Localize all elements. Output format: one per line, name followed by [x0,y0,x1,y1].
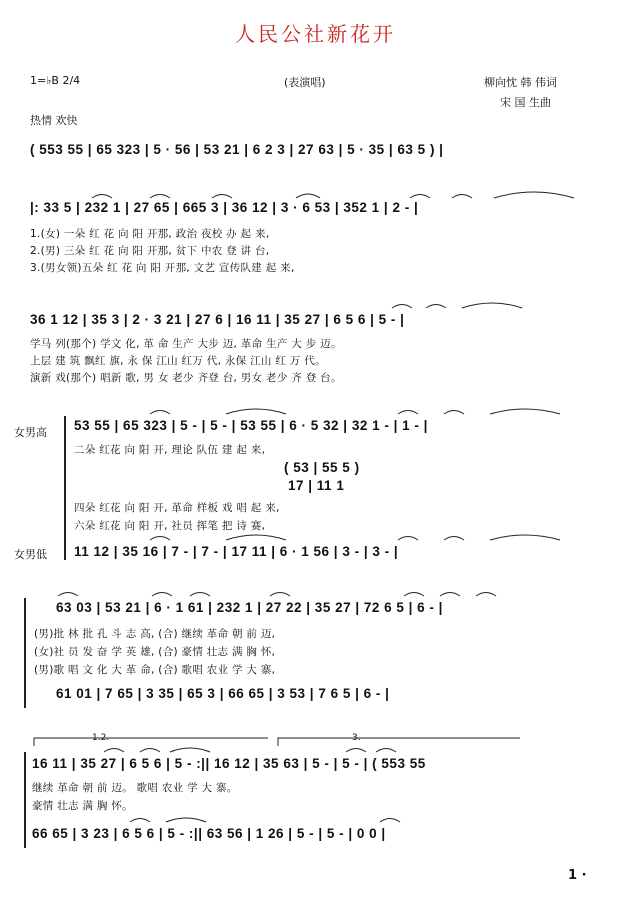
tempo-marking: 热情 欢快 [30,114,78,127]
slur [166,818,206,822]
slur [270,593,290,597]
slur [152,593,172,597]
slur [226,535,286,540]
performance-style: (表演唱) [284,76,326,89]
section1-lyric-3: 3.(男女领)五朵 红 花 向 阳 开那, 文艺 宣传队建 起 来, [30,262,295,274]
section3-mid-notes-2: 17 | 11 1 [288,478,345,493]
slur [170,748,210,752]
key-signature: 1=♭B 2/4 [30,74,81,87]
slur [398,411,418,415]
section3-lyric-a: 二朵 红花 向 阳 开, 理论 队伍 建 起 来, [74,444,266,456]
composer-credit: 宋 国 生曲 [500,96,551,109]
section3-lyric-b: 四朵 红花 向 阳 开, 革命 样板 戏 唱 起 来, [74,502,280,514]
section3-mid-notes-1: ( 53 | 55 5 ) [284,460,360,475]
slur [444,411,464,415]
section3-lyric-c: 六朵 红花 向 阳 开, 社员 挥笔 把 诗 赛, [74,520,266,532]
section5-notes-low: 66 65 | 3 23 | 6 5 6 | 5 - :|| 63 56 | 1 26 | 5 - | 5 - | 0 0 | [32,826,386,841]
section2-lyric-1: 学马 列(那个) 学文 化, 革 命 生产 大步 迈, 革命 生产 大 步 迈。 [30,338,342,350]
slur [130,819,150,823]
slur [150,537,170,541]
section4-notes-high: 63 03 | 53 21 | 6 · 1 61 | 232 1 | 27 22 | 35 27 | 72 6 5 | 6 - | [56,600,443,615]
slur [296,194,320,198]
slur [490,409,560,414]
slur [490,535,560,540]
volta-1-2: 1.2. [92,733,110,743]
slur [494,192,574,198]
slur [150,411,170,415]
section5-notes-high: 16 11 | 35 27 | 6 5 6 | 5 - :|| 16 12 | 35 63 | 5 - | 5 - | ( 553 55 [32,756,426,771]
slur [376,749,396,753]
section1-notes: |: 33 5 | 232 1 | 27 65 | 665 3 | 36 12 | 3 · 6 53 | 352 1 | 2 - | [30,200,419,215]
slur [226,409,286,414]
section5-lyric-2: 豪情 壮志 满 胸 怀。 [32,800,133,812]
slur [404,593,424,597]
slur [452,195,472,199]
section1-lyric-1: 1.(女) 一朵 红 花 向 阳 开那, 政治 夜校 办 起 来, [30,228,270,240]
volta-bracket-1 [34,738,268,746]
page-number: 1 · [568,868,587,883]
label-high-voice: 女男高 [14,426,47,439]
section4-lyric-2: (女)社 员 发 奋 学 英 雄, (合) 豪情 壮志 满 胸 怀, [34,646,276,658]
section1-lyric-2: 2.(男) 三朵 红 花 向 阳 开那, 贫下 中农 登 讲 台, [30,245,270,257]
slur [212,195,232,199]
slur [440,593,460,597]
section4-lyric-1: (男)批 林 批 孔 斗 志 高, (合) 继续 革命 朝 前 迈, [34,628,276,640]
slur [346,749,366,753]
slur [426,305,446,309]
volta-bracket-2 [278,738,520,746]
slur [444,537,464,541]
slur [140,749,160,753]
section2-lyric-3: 演新 戏(那个) 唱新 歌, 男 女 老少 齐登 台, 男女 老少 齐 登 台。 [30,372,342,384]
slur [392,305,412,309]
section3-notes-low: 11 12 | 35 16 | 7 - | 7 - | 17 11 | 6 · 1 56 | 3 - | 3 - | [74,544,399,559]
slur [380,819,400,823]
intro-notes: ( 553 55 | 65 323 | 5 · 56 | 53 21 | 6 2 3 | 27 63 | 5 · 35 | 63 5 ) | [30,142,444,157]
slur [190,593,210,597]
slur [92,195,112,199]
section5-lyric-1: 继续 革命 朝 前 迈。 歌唱 农业 学 大 寨。 [32,782,238,794]
slur [58,593,78,597]
slur [398,537,418,541]
section4-lyric-3: (男)歌 唱 文 化 大 革 命, (合) 歌唱 农业 学 大 寨, [34,664,276,676]
lyricist-credit: 柳向忱 韩 伟词 [484,76,557,89]
section3-notes-high: 53 55 | 65 323 | 5 - | 5 - | 53 55 | 6 · 5 32 | 32 1 - | 1 - | [74,418,428,433]
label-low-voice: 女男低 [14,548,47,561]
slur [150,195,170,199]
section4-notes-low: 61 01 | 7 65 | 3 35 | 65 3 | 66 65 | 3 53 | 7 6 5 | 6 - | [56,686,390,701]
slur [462,303,522,308]
slur [104,749,124,753]
slur [476,593,496,597]
slur [410,195,430,199]
section2-lyric-2: 上层 建 筑 飘红 旗, 永 保 江山 红万 代, 永保 江山 红 万 代。 [30,355,326,367]
volta-3: 3. [352,733,361,743]
song-title: 人民公社新花开 [235,22,396,46]
section2-notes: 36 1 12 | 35 3 | 2 · 3 21 | 27 6 | 16 11 | 35 27 | 6 5 6 | 5 - | [30,312,405,327]
